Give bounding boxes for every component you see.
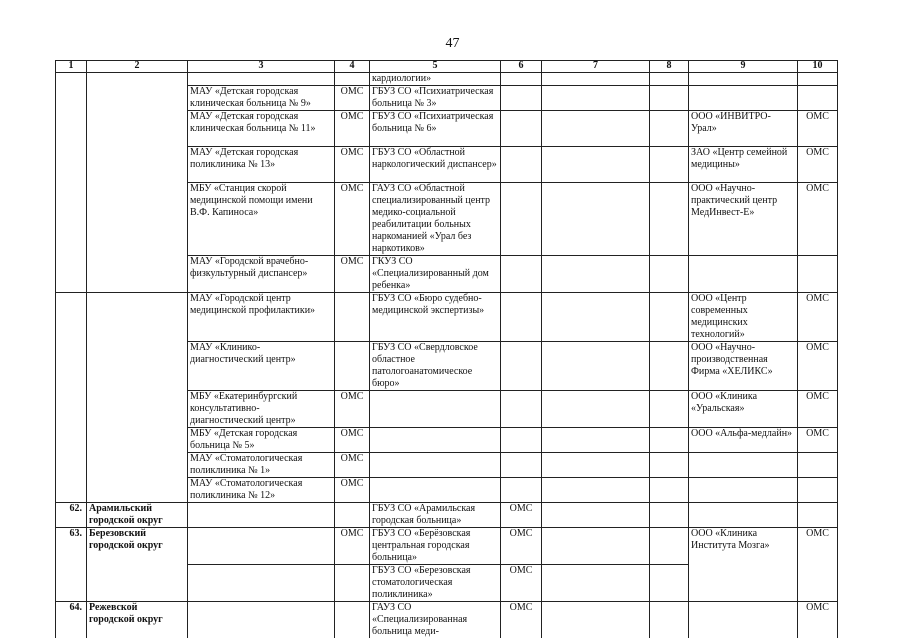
cell-private-clinic: ООО «ИНВИТРО-Урал» xyxy=(689,111,798,147)
cell-funding xyxy=(501,73,542,86)
cell-organization: МБУ «Екатеринбургский консультативно-диагностический центр» xyxy=(188,391,335,428)
header-row xyxy=(56,61,838,73)
cell-empty xyxy=(542,256,650,293)
cell-funding xyxy=(798,478,838,503)
cell-organization xyxy=(188,503,335,528)
services-table xyxy=(55,60,838,638)
cell-funding xyxy=(335,602,370,639)
cell-funding xyxy=(501,183,542,256)
cell-empty xyxy=(542,503,650,528)
cell-empty xyxy=(650,183,689,256)
cell-funding xyxy=(501,147,542,183)
cell-empty xyxy=(542,453,650,478)
cell-funding: ОМС xyxy=(798,391,838,428)
cell-funding xyxy=(798,503,838,528)
col-header-5: 5 xyxy=(370,61,501,73)
cell-organization: МАУ «Стоматологическая поликлиника № 12» xyxy=(188,478,335,503)
cell-funding xyxy=(335,73,370,86)
cell-number xyxy=(56,293,87,503)
cell-empty xyxy=(542,147,650,183)
cell-number: 63. xyxy=(56,528,87,602)
cell-number: 62. xyxy=(56,503,87,528)
cell-empty xyxy=(650,111,689,147)
cell-funding xyxy=(501,453,542,478)
cell-state-facility: ГБУЗ СО «Свердловское областное патологоанатомическое бюро» xyxy=(370,342,501,391)
cell-empty xyxy=(650,293,689,342)
cell-funding: ОМС xyxy=(501,602,542,639)
table-row xyxy=(56,528,838,565)
cell-funding: ОМС xyxy=(798,342,838,391)
col-header-8: 8 xyxy=(650,61,689,73)
cell-empty xyxy=(650,73,689,86)
cell-private-clinic xyxy=(689,86,798,111)
cell-funding xyxy=(501,256,542,293)
cell-state-facility xyxy=(370,478,501,503)
cell-empty xyxy=(650,147,689,183)
cell-state-facility xyxy=(370,453,501,478)
cell-state-facility: ГБУЗ СО «Психиатрическая больница № 6» xyxy=(370,111,501,147)
cell-state-facility: ГБУЗ СО «Областной наркологический диспансер» xyxy=(370,147,501,183)
table-row xyxy=(56,602,838,639)
cell-organization xyxy=(188,565,335,602)
cell-private-clinic: ООО «Научно-практический центр МедИнвест-Е» xyxy=(689,183,798,256)
cell-funding: ОМС xyxy=(501,503,542,528)
cell-empty xyxy=(650,602,689,639)
cell-state-facility: ГБУЗ СО «Березовская стоматологическая поликлиника» xyxy=(370,565,501,602)
cell-empty xyxy=(650,528,689,565)
cell-empty xyxy=(542,86,650,111)
col-header-6: 6 xyxy=(501,61,542,73)
cell-private-clinic xyxy=(689,602,798,639)
cell-funding xyxy=(335,342,370,391)
cell-state-facility: ГКУЗ СО «Специализированный дом ребенка» xyxy=(370,256,501,293)
cell-empty xyxy=(650,478,689,503)
cell-organization xyxy=(188,602,335,639)
table-row xyxy=(56,503,838,528)
cell-empty xyxy=(650,86,689,111)
cell-empty xyxy=(542,391,650,428)
col-header-7: 7 xyxy=(542,61,650,73)
table-row xyxy=(56,293,838,342)
col-header-4: 4 xyxy=(335,61,370,73)
cell-empty xyxy=(650,342,689,391)
cell-state-facility: ГАУЗ СО «Специализированная больница меди- xyxy=(370,602,501,639)
col-header-1: 1 xyxy=(56,61,87,73)
cell-empty xyxy=(542,478,650,503)
cell-organization: МБУ «Детская городская больница № 5» xyxy=(188,428,335,453)
cell-state-facility: кардиологии» xyxy=(370,73,501,86)
cell-private-clinic: ЗАО «Центр семейной медицины» xyxy=(689,147,798,183)
cell-funding xyxy=(335,565,370,602)
cell-state-facility: ГАУЗ СО «Областной специализированный центр медико-социальной реабилитации больных наркоманией «Урал без наркотиков» xyxy=(370,183,501,256)
cell-organization: МАУ «Городской центр медицинской профилактики» xyxy=(188,293,335,342)
table-row xyxy=(56,73,838,86)
cell-funding: ОМС xyxy=(335,256,370,293)
cell-empty xyxy=(542,293,650,342)
cell-private-clinic xyxy=(689,256,798,293)
cell-funding: ОМС xyxy=(335,391,370,428)
cell-private-clinic xyxy=(689,478,798,503)
cell-private-clinic: ООО «Альфа-медлайн» xyxy=(689,428,798,453)
cell-organization: МАУ «Детская городская клиническая больница № 11» xyxy=(188,111,335,147)
cell-municipality: Березовский городской округ xyxy=(87,528,188,602)
cell-state-facility xyxy=(370,428,501,453)
cell-funding: ОМС xyxy=(335,111,370,147)
cell-municipality xyxy=(87,73,188,293)
cell-funding xyxy=(501,293,542,342)
col-header-9: 9 xyxy=(689,61,798,73)
cell-funding: ОМС xyxy=(798,111,838,147)
cell-funding xyxy=(501,391,542,428)
cell-funding: ОМС xyxy=(335,183,370,256)
cell-empty xyxy=(650,565,689,602)
cell-funding: ОМС xyxy=(335,147,370,183)
cell-private-clinic xyxy=(689,453,798,478)
cell-funding: ОМС xyxy=(798,293,838,342)
cell-funding: ОМС xyxy=(798,602,838,639)
cell-funding xyxy=(501,86,542,111)
cell-empty xyxy=(542,565,650,602)
cell-organization: МБУ «Станция скорой медицинской помощи имени В.Ф. Капиноса» xyxy=(188,183,335,256)
cell-empty xyxy=(650,503,689,528)
cell-empty xyxy=(542,73,650,86)
cell-funding: ОМС xyxy=(335,528,370,565)
cell-funding: ОМС xyxy=(335,453,370,478)
cell-municipality xyxy=(87,293,188,503)
cell-funding xyxy=(798,256,838,293)
cell-empty xyxy=(542,342,650,391)
cell-funding xyxy=(501,111,542,147)
cell-empty xyxy=(542,428,650,453)
cell-private-clinic: ООО «Клиника «Уральская» xyxy=(689,391,798,428)
cell-funding: ОМС xyxy=(798,183,838,256)
cell-organization: МАУ «Клинико-диагностический центр» xyxy=(188,342,335,391)
cell-empty xyxy=(542,602,650,639)
cell-funding xyxy=(335,293,370,342)
cell-empty xyxy=(650,256,689,293)
cell-organization xyxy=(188,73,335,86)
cell-number xyxy=(56,73,87,293)
page-number: 47 xyxy=(445,36,460,51)
cell-funding: ОМС xyxy=(335,428,370,453)
cell-funding: ОМС xyxy=(798,147,838,183)
col-header-2: 2 xyxy=(87,61,188,73)
cell-funding xyxy=(798,453,838,478)
cell-funding: ОМС xyxy=(798,528,838,602)
cell-private-clinic xyxy=(689,73,798,86)
cell-number: 64. xyxy=(56,602,87,639)
cell-funding xyxy=(798,73,838,86)
cell-funding xyxy=(501,342,542,391)
cell-funding: ОМС xyxy=(501,565,542,602)
cell-organization: МАУ «Детская городская поликлиника № 13» xyxy=(188,147,335,183)
cell-funding: ОМС xyxy=(335,86,370,111)
cell-organization: МАУ «Детская городская клиническая больница № 9» xyxy=(188,86,335,111)
cell-funding: ОМС xyxy=(501,528,542,565)
cell-organization xyxy=(188,528,335,565)
cell-funding xyxy=(335,503,370,528)
cell-municipality: Режевской городской округ xyxy=(87,602,188,639)
cell-organization: МАУ «Городской врачебно-физкультурный диспансер» xyxy=(188,256,335,293)
cell-state-facility xyxy=(370,391,501,428)
cell-empty xyxy=(542,183,650,256)
cell-private-clinic: ООО «Научно-производственная Фирма «ХЕЛИКС» xyxy=(689,342,798,391)
cell-organization: МАУ «Стоматологическая поликлиника № 1» xyxy=(188,453,335,478)
cell-municipality: Арамильский городской округ xyxy=(87,503,188,528)
cell-empty xyxy=(542,111,650,147)
cell-state-facility: ГБУЗ СО «Берёзовская центральная городская больница» xyxy=(370,528,501,565)
col-header-3: 3 xyxy=(188,61,335,73)
col-header-10: 10 xyxy=(798,61,838,73)
cell-private-clinic: ООО «Центр современных медицинских технологий» xyxy=(689,293,798,342)
cell-state-facility: ГБУЗ СО «Бюро судебно-медицинской экспертизы» xyxy=(370,293,501,342)
cell-funding: ОМС xyxy=(798,428,838,453)
cell-funding xyxy=(798,86,838,111)
cell-private-clinic: ООО «Клиника Института Мозга» xyxy=(689,528,798,602)
cell-funding: ОМС xyxy=(335,478,370,503)
cell-empty xyxy=(650,391,689,428)
cell-state-facility: ГБУЗ СО «Арамильская городская больница» xyxy=(370,503,501,528)
cell-empty xyxy=(650,428,689,453)
cell-funding xyxy=(501,428,542,453)
cell-state-facility: ГБУЗ СО «Психиатрическая больница № 3» xyxy=(370,86,501,111)
cell-private-clinic xyxy=(689,503,798,528)
cell-empty xyxy=(650,453,689,478)
cell-empty xyxy=(542,528,650,565)
cell-funding xyxy=(501,478,542,503)
